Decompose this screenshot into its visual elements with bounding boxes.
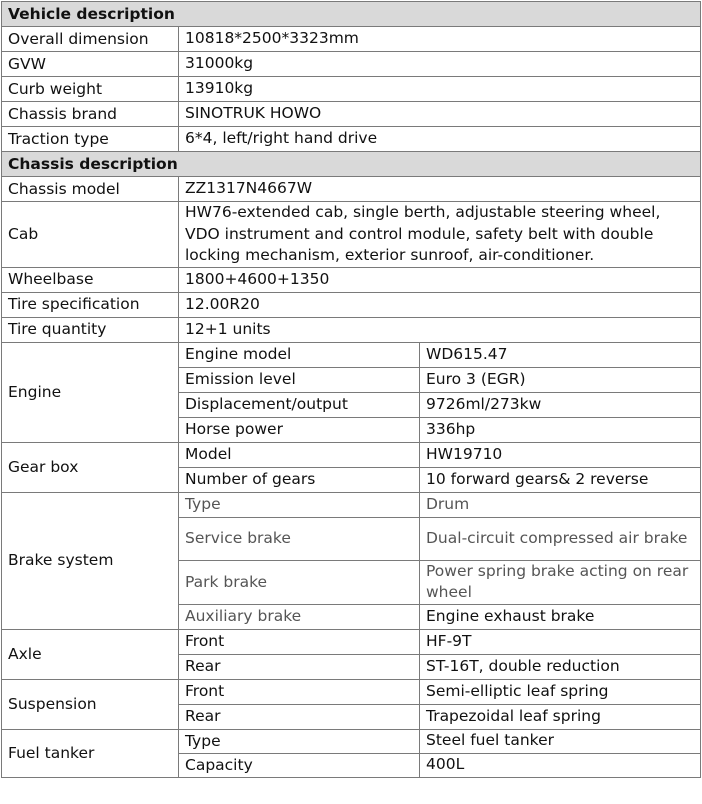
- sub-label: Capacity: [179, 753, 420, 777]
- sub-value: Steel fuel tanker: [420, 729, 701, 753]
- table-row: [2, 102, 701, 127]
- row-value: ZZ1317N4667W: [179, 177, 701, 202]
- row-label: Tire specification: [2, 292, 179, 317]
- row-label: Chassis brand: [2, 102, 179, 127]
- sub-value: Engine exhaust brake: [420, 604, 701, 629]
- table-row: [2, 442, 701, 467]
- sub-label: Front: [179, 629, 420, 654]
- sub-label: Type: [179, 492, 420, 517]
- sub-label: Front: [179, 679, 420, 704]
- table-row: [2, 202, 701, 268]
- section-header-chassis: [2, 152, 701, 177]
- sub-label: Park brake: [179, 560, 420, 604]
- sub-value: HW19710: [420, 442, 701, 467]
- group-label-brake: Brake system: [2, 492, 179, 629]
- row-label: Curb weight: [2, 77, 179, 102]
- row-label: Tire quantity: [2, 317, 179, 342]
- row-label: Traction type: [2, 127, 179, 152]
- row-value: 31000kg: [179, 52, 701, 77]
- table-row: [2, 77, 701, 102]
- sub-label: Type: [179, 729, 420, 753]
- sub-value: ST-16T, double reduction: [420, 654, 701, 679]
- sub-label: Model: [179, 442, 420, 467]
- table-row: [2, 317, 701, 342]
- row-label: GVW: [2, 52, 179, 77]
- table-row: [2, 629, 701, 654]
- sub-value: 9726ml/273kw: [420, 392, 701, 417]
- table-row: [2, 127, 701, 152]
- sub-value: HF-9T: [420, 629, 701, 654]
- sub-label: Number of gears: [179, 467, 420, 492]
- sub-value: 336hp: [420, 417, 701, 442]
- sub-label: Emission level: [179, 367, 420, 392]
- row-value: SINOTRUK HOWO: [179, 102, 701, 127]
- group-label-suspension: Suspension: [2, 679, 179, 729]
- table-row: [2, 342, 701, 367]
- row-label: Overall dimension: [2, 27, 179, 52]
- row-value: HW76-extended cab, single berth, adjustable steering wheel, VDO instrument and control module, safety belt with double locking mechanism, exterior sunroof, air-conditioner.: [179, 202, 701, 268]
- section-title: Chassis description: [2, 152, 701, 177]
- sub-label: Displacement/output: [179, 392, 420, 417]
- table-row: [2, 177, 701, 202]
- spec-table: [1, 1, 701, 778]
- table-row: [2, 292, 701, 317]
- group-label-gearbox: Gear box: [2, 442, 179, 492]
- sub-label: Engine model: [179, 342, 420, 367]
- row-label: Wheelbase: [2, 267, 179, 292]
- row-label: Cab: [2, 202, 179, 268]
- sub-value: 10 forward gears& 2 reverse: [420, 467, 701, 492]
- sub-value: WD615.47: [420, 342, 701, 367]
- sub-value: Trapezoidal leaf spring: [420, 704, 701, 729]
- sub-value: Power spring brake acting on rear wheel: [420, 560, 701, 604]
- table-row: [2, 492, 701, 517]
- table-row: [2, 679, 701, 704]
- row-label: Chassis model: [2, 177, 179, 202]
- row-value: 6*4, left/right hand drive: [179, 127, 701, 152]
- table-row: [2, 52, 701, 77]
- sub-value: Euro 3 (EGR): [420, 367, 701, 392]
- row-value: 12+1 units: [179, 317, 701, 342]
- section-header-vehicle: [2, 2, 701, 27]
- row-value: 13910kg: [179, 77, 701, 102]
- sub-label: Horse power: [179, 417, 420, 442]
- group-label-fuel: Fuel tanker: [2, 729, 179, 777]
- group-label-engine: Engine: [2, 342, 179, 442]
- row-value: 1800+4600+1350: [179, 267, 701, 292]
- section-title: Vehicle description: [2, 2, 701, 27]
- row-value: 12.00R20: [179, 292, 701, 317]
- sub-label: Rear: [179, 704, 420, 729]
- sub-value: Semi-elliptic leaf spring: [420, 679, 701, 704]
- sub-label: Rear: [179, 654, 420, 679]
- sub-value: 400L: [420, 753, 701, 777]
- sub-label: Auxiliary brake: [179, 604, 420, 629]
- sub-value: Dual-circuit compressed air brake: [420, 517, 701, 560]
- table-row: [2, 27, 701, 52]
- table-row: [2, 729, 701, 753]
- table-row: [2, 267, 701, 292]
- sub-label: Service brake: [179, 517, 420, 560]
- sub-value: Drum: [420, 492, 701, 517]
- row-value: 10818*2500*3323mm: [179, 27, 701, 52]
- group-label-axle: Axle: [2, 629, 179, 679]
